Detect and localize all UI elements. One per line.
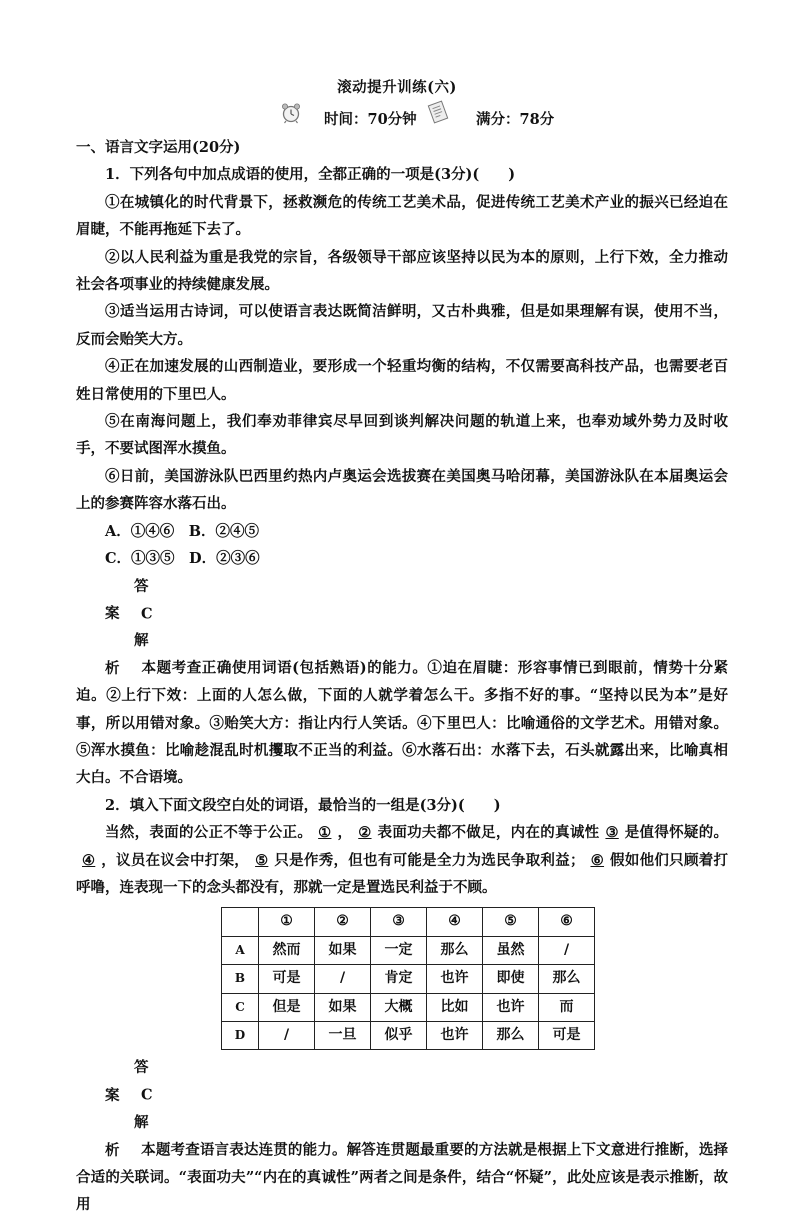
- exam-meta: [280, 104, 580, 132]
- table-cell: B: [222, 965, 259, 993]
- question-1-item-6: ⑥日前，美国游泳队巴西里约热内卢奥运会选拔赛在美国奥马哈闭幕，美国游泳队在本届奥运会上的参赛阵容水落石出。: [76, 467, 728, 513]
- table-cell: 即使: [483, 965, 539, 993]
- table-row: [222, 936, 595, 964]
- table-cell: 可是: [539, 1022, 595, 1050]
- table-cell: /: [259, 1022, 315, 1050]
- table-header-cell: ⑤: [483, 908, 539, 936]
- passage-text: ，议员在议会中打架，: [101, 851, 250, 869]
- question-1-item-2: ②以人民利益为重是我党的宗旨，各级领导干部应该坚持以民为本的原则，上行下效，全力推动社会各项事业的持续健康发展。: [76, 248, 728, 294]
- passage-text: 当然，表面的公正不等于公正。: [105, 824, 313, 842]
- document-body: [76, 134, 728, 1219]
- answer-value: C: [141, 604, 153, 622]
- table-cell: 似乎: [371, 1022, 427, 1050]
- table-cell: 然而: [259, 936, 315, 964]
- question-2-answer: [76, 1054, 728, 1109]
- blank-3: ③: [605, 824, 619, 842]
- answer-label: 答案: [105, 577, 149, 622]
- table-cell: D: [222, 1022, 259, 1050]
- table-row: [222, 993, 595, 1021]
- table-cell: C: [222, 993, 259, 1021]
- blank-5: ⑤: [255, 851, 269, 869]
- table-cell: 那么: [483, 1022, 539, 1050]
- table-cell: 肯定: [371, 965, 427, 993]
- question-1-analysis: [76, 627, 728, 791]
- table-cell: 如果: [315, 936, 371, 964]
- table-cell: 也许: [427, 965, 483, 993]
- blank-1: ①: [318, 824, 332, 842]
- page-title: 滚动提升训练(六): [337, 79, 457, 96]
- blank-6: ⑥: [590, 851, 605, 869]
- exam-score: 满分：78分: [476, 111, 555, 128]
- analysis-text: 本题考查正确使用词语(包括熟语)的能力。①迫在眉睫：形容事情已到眼前，情势十分紧迫。②上行下效：上面的人怎么做，下面的人就学着怎么干。多指不好的事。“坚持以民为本”是好事，所以用错对象。③贻笑大方：指让内行人笑话。④下里巴人：比喻通俗的文学艺术。用错对象。⑤浑水摸鱼：比喻趁混乱时机攫取不正当的利益。⑥水落石出：水落下去，石头就露出来，比喻真相大白。不合语境。: [76, 659, 728, 787]
- table-cell: 那么: [539, 965, 595, 993]
- question-2-analysis: [76, 1109, 728, 1219]
- question-2-stem: 2．填入下面文段空白处的词语，最恰当的一组是(3分)( ): [105, 796, 501, 814]
- exam-time: 时间：70分钟: [324, 111, 417, 128]
- table-cell: 可是: [259, 965, 315, 993]
- table-header-row: [222, 908, 595, 936]
- question-1-options-ab: A．①④⑥ B．②④⑤: [105, 522, 260, 540]
- question-1-item-1: ①在城镇化的时代背景下，拯救濒危的传统工艺美术品，促进传统工艺美术产业的振兴已经迫在眉睫，不能再拖延下去了。: [76, 193, 728, 239]
- table-cell: A: [222, 936, 259, 964]
- table-cell: 也许: [483, 993, 539, 1021]
- analysis-label: 解析: [105, 632, 149, 677]
- table-cell: 而: [539, 993, 595, 1021]
- table-header-cell: ②: [315, 908, 371, 936]
- question-1-item-3: ③适当运用古诗词，可以使语言表达既简洁鲜明，又古朴典雅，但是如果理解有误，使用不当，反而会贻笑大方。: [76, 303, 728, 348]
- question-1-options-cd: C．①③⑤ D．②③⑥: [105, 550, 260, 568]
- table-cell: 比如: [427, 993, 483, 1021]
- question-1-stem: 1．下列各句中加点成语的使用，全都正确的一项是(3分)( ): [105, 166, 516, 184]
- passage-text: 是值得怀疑的。: [624, 824, 729, 842]
- blank-4: ④: [82, 851, 96, 869]
- table-cell: 也许: [427, 1022, 483, 1050]
- analysis-label: 解析: [105, 1114, 149, 1159]
- table-header-cell: ③: [371, 908, 427, 936]
- table-header-cell: ⑥: [539, 908, 595, 936]
- alarm-clock-icon: [280, 102, 302, 124]
- analysis-text: 本题考查语言表达连贯的能力。解答连贯题最重要的方法就是根据上下文意进行推断，选择合适的关联词。“表面功夫”“内在的真诚性”两者之间是条件，结合“怀疑”，此处应该是表示推断，故用: [76, 1141, 728, 1214]
- section-heading: 一、语言文字运用(20分): [76, 139, 241, 156]
- question-1-answer: [76, 573, 728, 628]
- passage-text: 假如他们只顾着打呼噜，连表现一下的念头都没有，那就一定是置选民利益于不顾。: [76, 851, 729, 896]
- table-row: [222, 965, 595, 993]
- table-cell: 如果: [315, 993, 371, 1021]
- question-1-item-5: ⑤在南海问题上，我们奉劝菲律宾尽早回到谈判解决问题的轨道上来，也奉劝域外势力及时收手，不要试图浑水摸鱼。: [76, 413, 728, 458]
- options-table: [221, 907, 595, 1050]
- table-cell: 虽然: [483, 936, 539, 964]
- table-cell: 那么: [427, 936, 483, 964]
- answer-value: C: [141, 1086, 153, 1104]
- score-paper-icon: [426, 100, 450, 124]
- question-1-item-4: ④正在加速发展的山西制造业，要形成一个轻重均衡的结构，不仅需要高科技产品，也需要老百姓日常使用的下里巴人。: [76, 358, 728, 403]
- table-cell: /: [539, 936, 595, 964]
- table-cell: /: [315, 965, 371, 993]
- blank-2: ②: [358, 824, 372, 842]
- table-cell: 大概: [371, 993, 427, 1021]
- answer-label: 答案: [105, 1059, 149, 1104]
- passage-text: 表面功夫都不做足，内在的真诚性: [377, 824, 600, 842]
- table-header-cell: ④: [427, 908, 483, 936]
- table-cell: 一定: [371, 936, 427, 964]
- table-cell: 但是: [259, 993, 315, 1021]
- question-2-passage: [76, 819, 728, 901]
- table-header-cell: [222, 908, 259, 936]
- table-header-cell: ①: [259, 908, 315, 936]
- passage-text: ，: [337, 824, 353, 842]
- passage-text: 只是作秀，但也有可能是全力为选民争取利益；: [274, 851, 585, 869]
- table-row: [222, 1022, 595, 1050]
- table-cell: 一旦: [315, 1022, 371, 1050]
